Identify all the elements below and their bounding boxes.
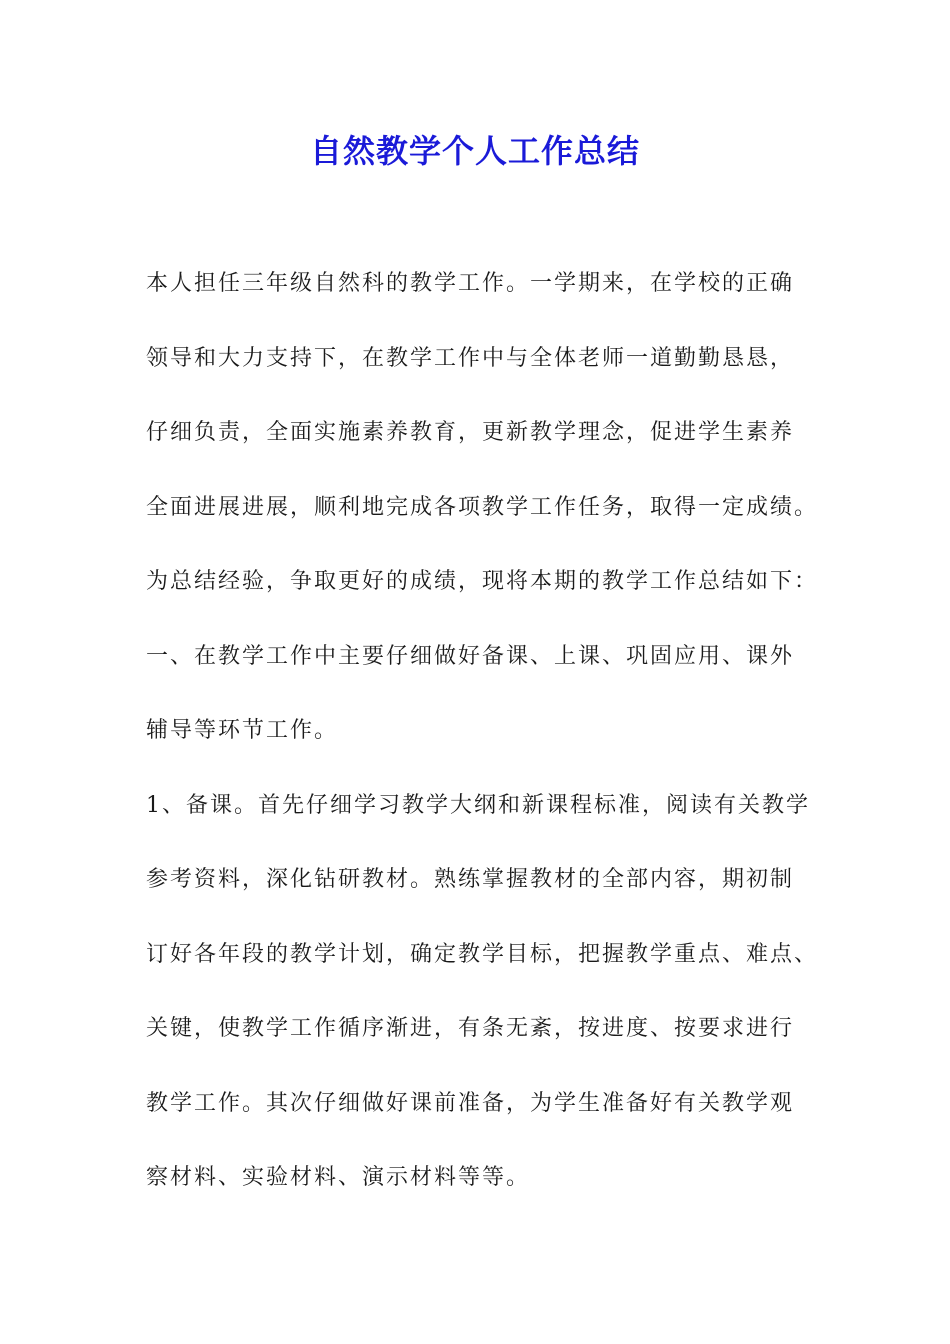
body-line: 参考资料，深化钻研教材。熟练掌握教材的全部内容，期初制: [146, 867, 795, 892]
body-line: 本人担任三年级自然科的教学工作。一学期来，在学校的正确: [146, 271, 795, 296]
body-line: 仔细负责，全面实施素养教育，更新教学理念，促进学生素养: [146, 420, 795, 445]
body-line: 1、备课。首先仔细学习教学大纲和新课程标准，阅读有关教学: [146, 792, 810, 818]
body-line: 辅导等环节工作。: [146, 718, 339, 743]
body-line: 订好各年段的教学计划，确定教学目标，把握教学重点、难点、: [146, 941, 819, 967]
body-line: 为总结经验，争取更好的成绩，现将本期的教学工作总结如下：: [146, 569, 819, 594]
body-line: 察材料、实验材料、演示材料等等。: [146, 1165, 531, 1190]
body-line: 领导和大力支持下，在教学工作中与全体老师一道勤勤恳恳，: [146, 345, 795, 371]
body-line: 全面进展进展，顺利地完成各项教学工作任务，取得一定成绩。: [146, 494, 819, 520]
document-body: [146, 264, 826, 1233]
body-line: 教学工作。其次仔细做好课前准备，为学生准备好有关教学观: [146, 1090, 795, 1116]
body-line: 一、在教学工作中主要仔细做好备课、上课、巩固应用、课外: [146, 643, 795, 669]
body-line: 关键，使教学工作循序渐进，有条无紊，按进度、按要求进行: [146, 1016, 795, 1041]
document-title: 自然教学个人工作总结: [309, 132, 640, 170]
